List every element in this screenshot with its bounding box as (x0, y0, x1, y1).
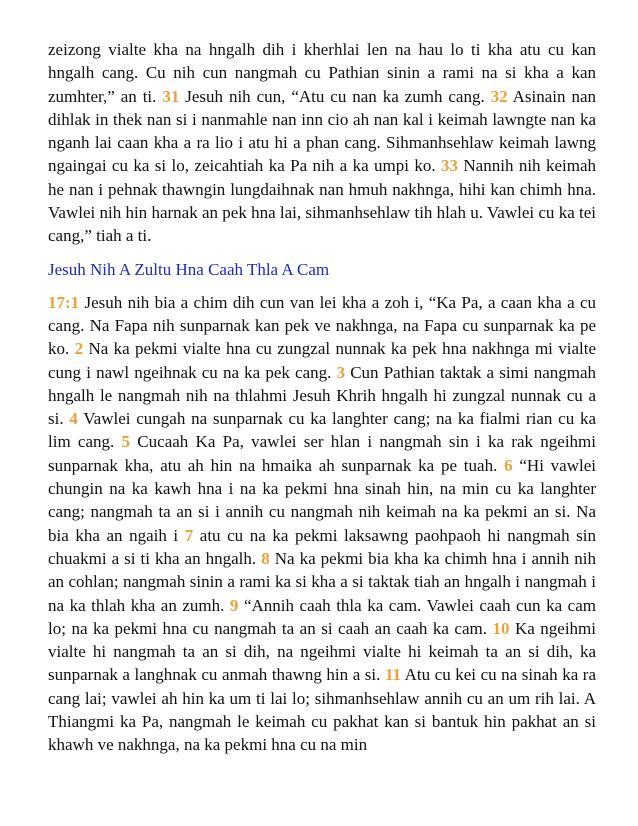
verse-text: Vawlei cungah na sunparnak cu ka langhter cang; na ka fialmi rian cu ka lim cang. (48, 409, 597, 452)
verse-number-32: 32 (490, 86, 508, 106)
verse-number-10: 10 (492, 618, 510, 638)
verse-text: Cucaah Ka Pa, vawlei ser hlan i nangmah sin i ka rak ngeihmi sunparnak kha, atu ah hin na hmaika ah sunparnak ka pe tuah. (48, 432, 596, 475)
verse-number-17-1: 17:1 (48, 292, 80, 312)
verse-text: zeizong vialte kha na hngalh dih i kherhlai len na hau lo ti kha atu cu kan hngalh cang. Cu nih cun nangmah cu Pathian sinin a rami na si kha a kan zumhter,” an ti. (48, 40, 596, 106)
verse-text: Jesuh nih bia a chim dih cun van lei kha a zoh i, “Ka Pa, a caan kha a cu cang. Na Fapa nih sunparnak kan pek ve nakhnga, na Fapa cu sunparnak ka pe ko. (48, 292, 596, 359)
section-heading: Jesuh Nih A Zultu Hna Caah Thla A Cam (48, 259, 330, 279)
verse-number-6: 6 (504, 455, 513, 475)
scripture-page (48, 38, 596, 757)
verse-number-8: 8 (261, 548, 270, 568)
verse-text: Na ka pekmi bia kha ka chimh hna i annih nih an cohlan; nangmah sinin a rami ka si kha a si taktak tiah an hngalh i nangmah i na ka thlah kha an zumh. (48, 548, 596, 615)
verse-number-3: 3 (336, 362, 346, 382)
verse-number-7: 7 (184, 525, 194, 545)
paragraph-john-17 (48, 291, 596, 757)
verse-text: Ka ngeihmi vialte hi nangmah ta an si dih, na ngeihmi vialte hi keimah ta an si dih, ka sunparnak a langhnak cu anmah thawng hin a si. (48, 618, 596, 685)
verse-number-9: 9 (229, 595, 239, 615)
verse-text: Na ka pekmi vialte hna cu zungzal nunnak ka pek hna nakhnga mi vialte cung i nawl ngeihnak cu na ka pek cang. (48, 339, 596, 382)
verse-text: “Hi vawlei chungin na ka kawh hna i na ka pekmi hna sinah hin, na min cu ka langhter cang; nangmah ta an si i annih cu nangmah nih keimah na ka pekmi an si. Na bia kha an ngaih i (48, 455, 596, 545)
verse-text: “Annih caah thla ka cam. Vawlei caah cun ka cam lo; na ka pekmi hna cu nangmah ta an si caah an caah ka cam. (48, 595, 596, 638)
verse-text: Atu cu kei cu na sinah ka ra cang lai; vawlei ah hin ka um ti lai lo; sihmanhsehlaw annih cu an um rih lai. A Thiangmi ka Pa, nangmah le keimah cu pakhat kan si bantuk hin pakhat an si khawh ve nakhnga, na ka pekmi hna cu na min (48, 665, 596, 755)
verse-number-31: 31 (162, 86, 180, 106)
verse-number-11: 11 (384, 665, 401, 685)
verse-number-4: 4 (69, 409, 78, 429)
verse-text: Nannih nih keimah he nan i pehnak thawngin lungdaihnak nan hmuh nakhnga, hihi kan chimh hna. Vawlei nih hin harnak an pek hna lai, sihmanhsehlaw tih hlah u. Vawlei cu ka tei cang,” tiah a ti. (48, 156, 596, 246)
verse-text: Asinain nan dihlak in thek nan si i nanmahle nan inn cio ah nan kal i keimah lawngte nan ka nganh lai caan kha a ra lio i atu hi a phan cang. Sihmanhsehlaw keimah lawng ngaingai cu ka si lo, zeicahtiah ka Pa nih a ka umpi ko. (48, 86, 596, 176)
verse-number-33: 33 (441, 156, 458, 176)
paragraph-john-16-end (48, 38, 596, 248)
verse-text: Jesuh nih cun, “Atu cu nan ka zumh cang. (179, 86, 491, 106)
verse-text: atu cu na ka pekmi laksawng paohpaoh hi nangmah sin chuakmi a si ti kha an hngalh. (48, 525, 596, 568)
verse-number-2: 2 (74, 339, 84, 359)
verse-number-5: 5 (121, 432, 131, 452)
verse-text: Cun Pathian taktak a simi nangmah hngalh le nangmah nih na thlahmi Jesuh Khrih hngalh hi zungzal nunnak cu a si. (48, 362, 597, 429)
